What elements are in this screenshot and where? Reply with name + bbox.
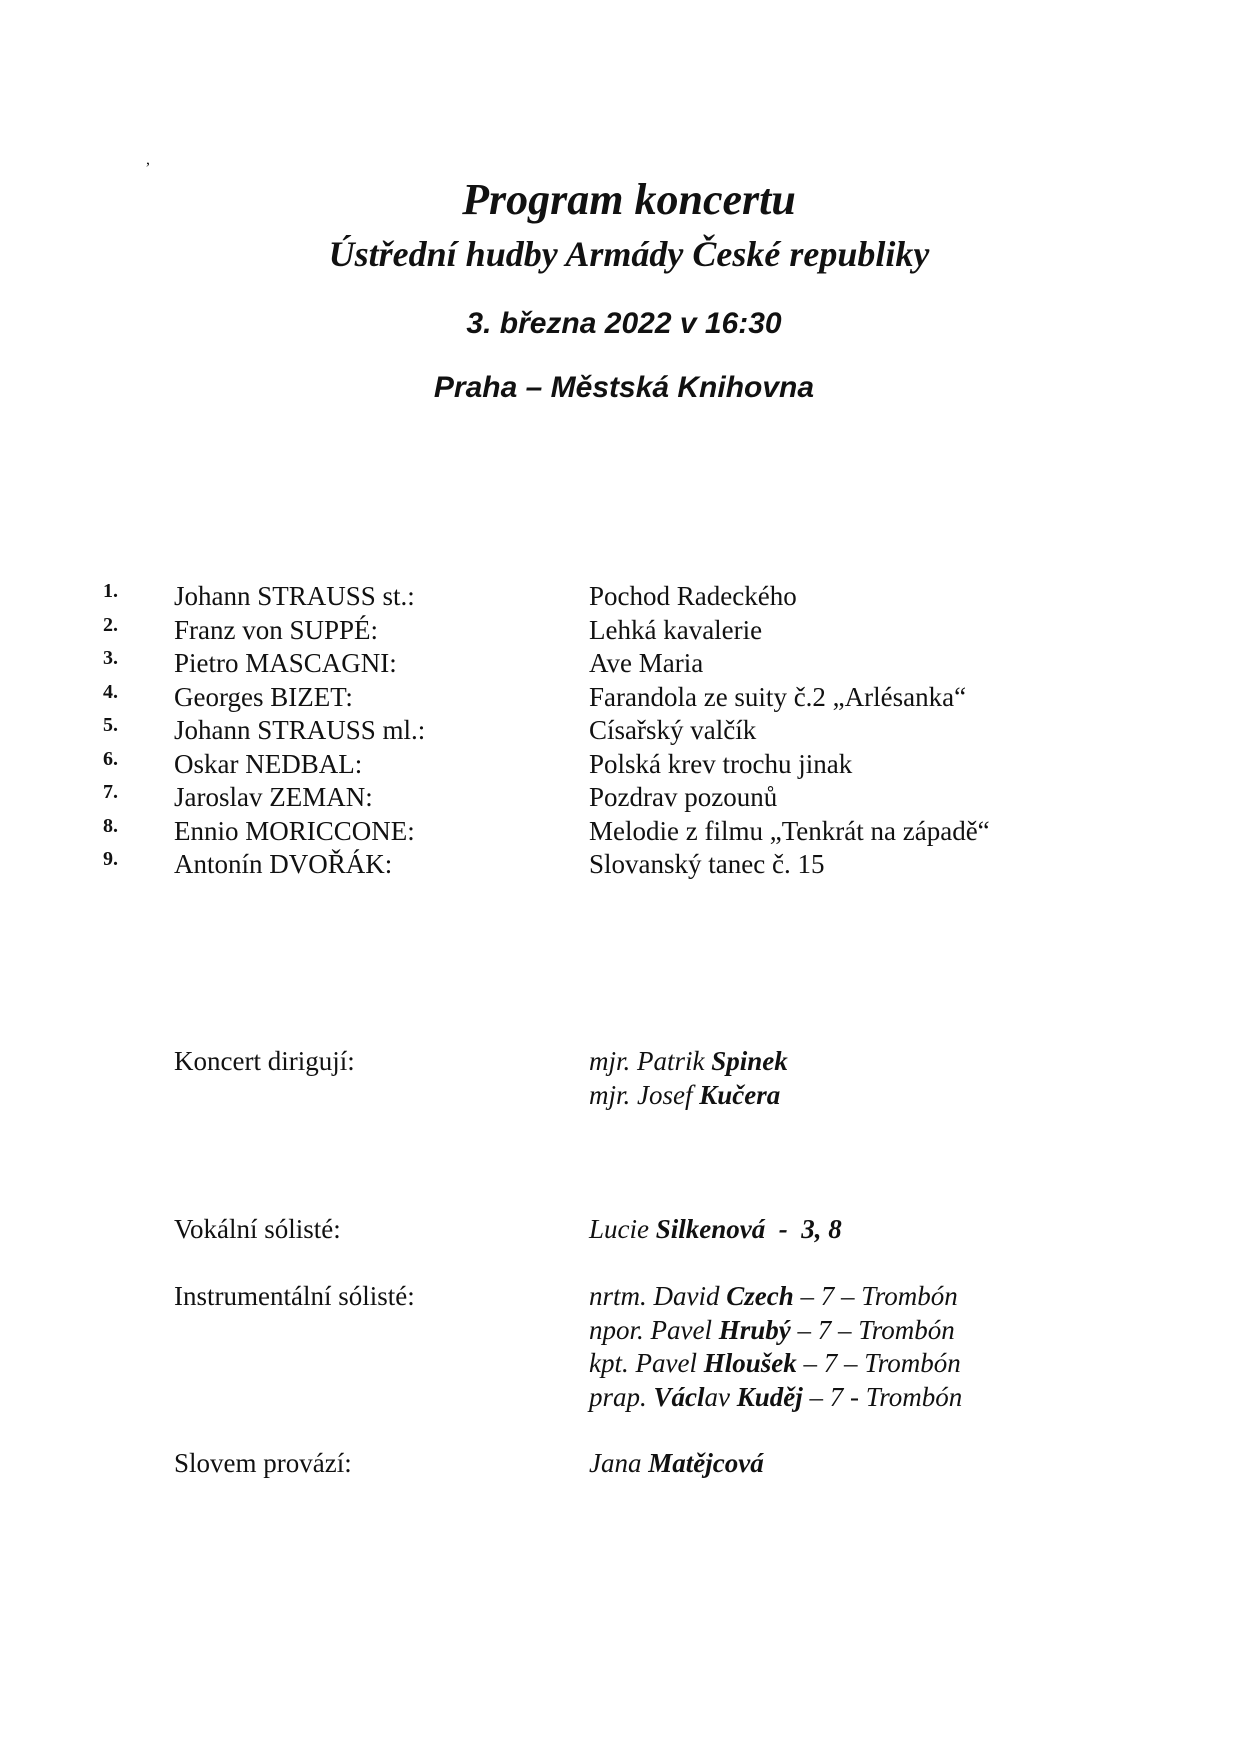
program-item-number: 3.: [103, 647, 118, 669]
conductors-label: Koncert dirigují:: [174, 1046, 355, 1076]
program-item: [0, 647, 1240, 681]
program-item-composer: Antonín DVOŘÁK:: [174, 849, 393, 879]
program-item-composer: Georges BIZET:: [174, 681, 353, 712]
program-item-composer: Pietro MASCAGNI:: [174, 648, 397, 678]
program-item: [0, 848, 1240, 882]
program-item: [0, 580, 1240, 614]
stray-mark: ,: [146, 151, 150, 168]
program-item: [0, 614, 1240, 648]
program-item-composer: Johann STRAUSS st.:: [174, 581, 415, 611]
program-item-composer: Oskar NEDBAL:: [174, 748, 363, 779]
instrumental-soloist-name: prap. Václav Kuděj – 7 - Trombón: [589, 1381, 963, 1412]
conductor-name: mjr. Josef Kučera: [589, 1079, 781, 1110]
program-item: [0, 815, 1240, 849]
page-subtitle: Ústřední hudby Armády České republiky: [328, 234, 930, 274]
instrumental-soloists-label: Instrumentální sólisté:: [174, 1281, 415, 1311]
program-item-number: 5.: [103, 714, 118, 736]
host-name: Jana Matějcová: [589, 1448, 764, 1478]
host-list: [589, 1447, 764, 1481]
program-item-number: 2.: [103, 613, 118, 636]
page-title: Program koncertu: [462, 175, 796, 224]
concert-venue: Praha – Městská Knihovna: [433, 371, 815, 404]
program-item-work: Farandola ze suity č.2 „Arlésanka“: [589, 681, 967, 712]
program-item-composer: Jaroslav ZEMAN:: [174, 782, 373, 812]
program-item-number: 8.: [103, 814, 118, 837]
instrumental-soloists-list: [589, 1280, 962, 1414]
program-item-composer: Franz von SUPPÉ:: [174, 614, 379, 645]
program-item-number: 1.: [103, 580, 118, 602]
program-item-number: 6.: [103, 747, 118, 770]
vocal-soloist-name: Lucie Silkenová - 3, 8: [589, 1214, 842, 1244]
program-item: [0, 681, 1240, 715]
instrumental-soloist-name: nrtm. David Czech – 7 – Trombón: [589, 1281, 958, 1311]
instrumental-soloist-name: npor. Pavel Hrubý – 7 – Trombón: [589, 1314, 955, 1345]
program-item-work: Slovanský tanec č. 15: [589, 849, 825, 879]
program-item-work: Pochod Radeckého: [589, 581, 797, 611]
program-item-work: Melodie z filmu „Tenkrát na západě“: [589, 815, 990, 846]
instrumental-soloist-name: kpt. Pavel Hloušek – 7 – Trombón: [589, 1348, 961, 1378]
program-item-number: 4.: [103, 680, 118, 703]
program-list: [0, 580, 1240, 882]
program-item-work: Císařský valčík: [589, 715, 757, 745]
host-label: Slovem provází:: [174, 1448, 352, 1478]
conductor-name: mjr. Patrik Spinek: [589, 1046, 788, 1076]
program-item: [0, 781, 1240, 815]
program-item-number: 9.: [103, 848, 118, 870]
program-item-composer: Ennio MORICCONE:: [174, 815, 415, 846]
program-item-work: Ave Maria: [589, 648, 704, 678]
conductors-list: [589, 1045, 788, 1112]
concert-date: 3. března 2022 v 16:30: [466, 307, 782, 340]
program-item: [0, 714, 1240, 748]
program-item-work: Polská krev trochu jinak: [589, 748, 853, 779]
program-item: [0, 748, 1240, 782]
program-item-number: 7.: [103, 781, 118, 803]
program-item-work: Pozdrav pozounů: [589, 782, 778, 812]
program-item-composer: Johann STRAUSS ml.:: [174, 715, 426, 745]
vocal-soloists-label: Vokální sólisté:: [174, 1214, 341, 1244]
program-item-work: Lehká kavalerie: [589, 614, 763, 645]
vocal-soloists-list: [589, 1213, 842, 1247]
